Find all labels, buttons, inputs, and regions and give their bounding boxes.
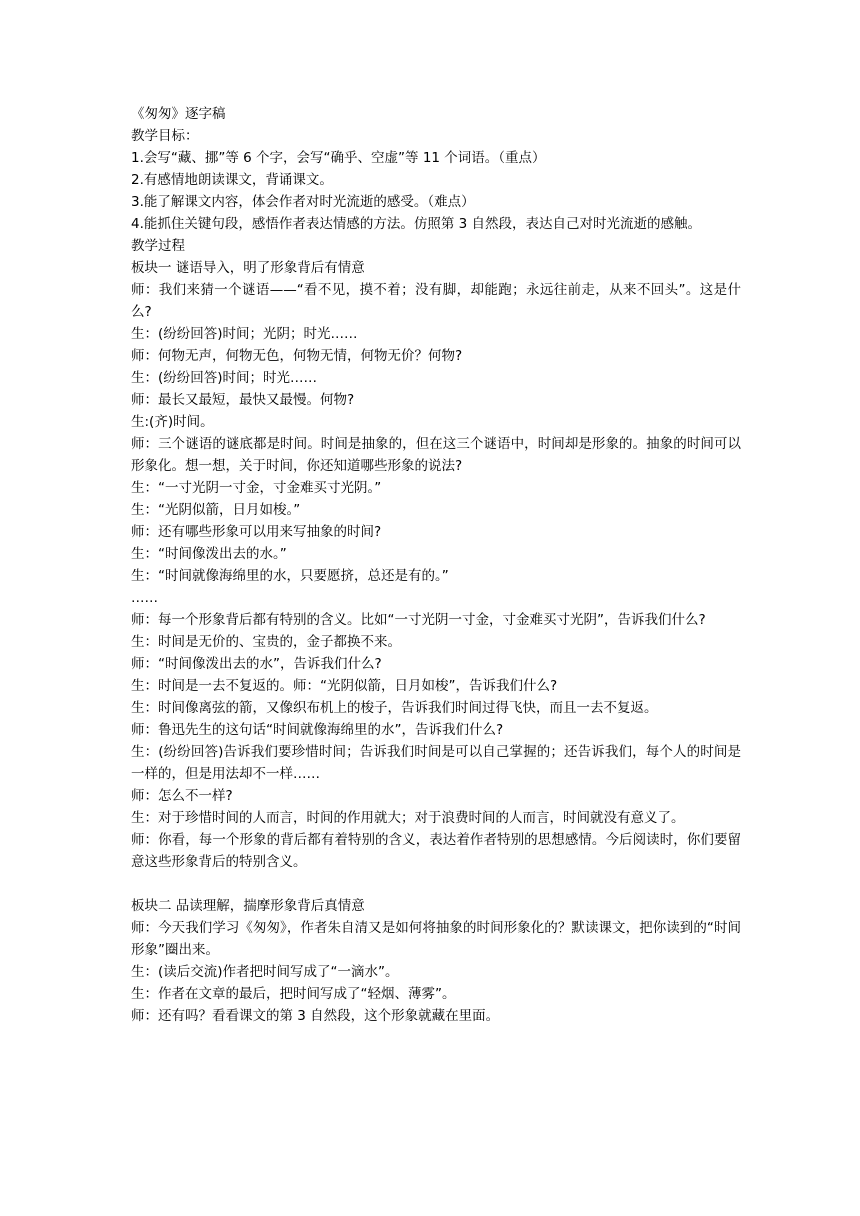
dialogue-line: 师：“时间像泼出去的水”，告诉我们什么? (131, 656, 382, 672)
dialogue-line: 生：时间是一去不复返的。师：“光阴似箭，日月如梭”，告诉我们什么? (131, 678, 558, 694)
dialogue-line: 生：(纷纷回答)告诉我们要珍惜时间；告诉我们时间是可以自己掌握的；还告诉我们，每个人的时间是一样的，但是用法却不一样…… (131, 744, 741, 782)
dialogue-line: 生：“时间就像海绵里的水，只要愿挤，总还是有的。” (131, 568, 449, 584)
dialogue-line: 生：时间像离弦的箭，又像织布机上的梭子，告诉我们时间过得飞快，而且一去不复返。 (131, 700, 658, 716)
objective-item: 3.能了解课文内容，体会作者对时光流逝的感受。（难点） (131, 194, 475, 210)
process-heading: 教学过程 (131, 238, 185, 254)
dialogue-line: 师：今天我们学习《匆匆》，作者朱自清又是如何将抽象的时间形象化的？默读课文，把你读到的“时间形象”圈出来。 (131, 920, 741, 958)
document-body (131, 103, 741, 1027)
dialogue-line: 师：你看，每一个形象的背后都有着特别的含义，表达着作者特别的思想感情。今后阅读时，你们要留意这些形象背后的特别含义。 (131, 832, 741, 870)
ellipsis-line: …… (131, 590, 158, 606)
dialogue-line: 生：对于珍惜时间的人而言，时间的作用就大；对于浪费时间的人而言，时间就没有意义了。 (131, 810, 685, 826)
section-heading: 板块二 品读理解，揣摩形象背后真情意 (131, 898, 365, 914)
objectives-heading: 教学目标： (131, 128, 199, 144)
document-title: 《匆匆》逐字稿 (131, 106, 226, 122)
dialogue-line: 生：(读后交流)作者把时间写成了“一滴水”。 (131, 964, 399, 980)
objective-item: 1.会写“藏、挪”等 6 个字，会写“确乎、空虚”等 11 个词语。（重点） (131, 150, 546, 166)
dialogue-line: 生：作者在文章的最后，把时间写成了“轻烟、薄雾”。 (131, 986, 456, 1002)
dialogue-line: 师：何物无声，何物无色，何物无情，何物无价？何物? (131, 348, 463, 364)
dialogue-line: 生：(纷纷回答)时间；时光…… (131, 370, 318, 386)
dialogue-line: 师：我们来猜一个谜语——“看不见，摸不着；没有脚，却能跑；永远往前走，从来不回头”。这是什么? (131, 282, 741, 320)
dialogue-line: 生：“时间像泼出去的水。” (131, 546, 287, 562)
dialogue-line: 师：还有吗？看看课文的第 3 自然段，这个形象就藏在里面。 (131, 1008, 500, 1024)
dialogue-line: 生：(纷纷回答)时间；光阴；时光…… (131, 326, 358, 342)
dialogue-line: 师：三个谜语的谜底都是时间。时间是抽象的，但在这三个谜语中，时间却是形象的。抽象的时间可以形象化。想一想，关于时间，你还知道哪些形象的说法? (131, 436, 741, 474)
dialogue-line: 生：“一寸光阴一寸金，寸金难买寸光阴。” (131, 480, 382, 496)
objective-item: 2.有感情地朗读课文，背诵课文。 (131, 172, 333, 188)
dialogue-line: 师：最长又最短，最快又最慢。何物? (131, 392, 355, 408)
dialogue-line: 师：怎么不一样? (131, 788, 233, 804)
dialogue-line: 生：“光阴似箭，日月如梭。” (131, 502, 301, 518)
section-heading: 板块一 谜语导入，明了形象背后有情意 (131, 260, 365, 276)
dialogue-line: 师：还有哪些形象可以用来写抽象的时间? (131, 524, 382, 540)
dialogue-line: 师：鲁迅先生的这句话“时间就像海绵里的水”，告诉我们什么? (131, 722, 504, 738)
objective-item: 4.能抓住关键句段，感悟作者表达情感的方法。仿照第 3 自然段，表达自己对时光流逝的感触。 (131, 216, 702, 232)
dialogue-line: 生：时间是无价的、宝贵的，金子都换不来。 (131, 634, 401, 650)
paragraph-spacer (131, 873, 741, 895)
dialogue-line: 师：每一个形象背后都有特别的含义。比如“一寸光阴一寸金，寸金难买寸光阴”，告诉我们什么? (131, 612, 706, 628)
dialogue-line: 生:(齐)时间。 (131, 414, 214, 430)
